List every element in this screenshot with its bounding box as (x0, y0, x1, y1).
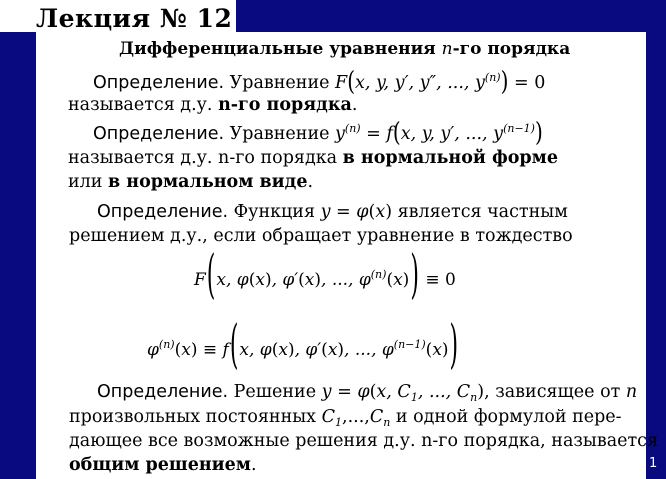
def2-line1: Определение. Уравнение $y^{(n)} = f(x$, y, y′, ..., $y^{(n-1)}$) (93, 116, 543, 148)
header-bar (236, 0, 666, 32)
def4-label: Определение. (97, 382, 229, 402)
def4-line2: произвольных постоянных $C_1,...,C_n$ и одной формулой пере- (69, 407, 622, 429)
def4-constants: $C_1,...,C_n$ (321, 407, 391, 429)
def3-line1: Определение. Функция y = φ(x) является частным (97, 202, 568, 222)
def1-label: Определение. (93, 73, 225, 93)
def1-line2: называется д.у. n-го порядка. (68, 95, 358, 115)
def3-line2: решением д.у., если обращает уравнение в тождество (69, 226, 573, 246)
def4-equation: y = φ(x, $C_1$, ..., $C_n$) (321, 382, 485, 404)
def2-line2: называется д.у. n-го порядка в нормальной форме (68, 148, 558, 168)
def1-line1: Определение. Уравнение F(x, y, y′, y″, ..., $y^{(n)}) = 0$ (93, 65, 546, 97)
left-sidebar-bar (0, 32, 36, 479)
def1-equation: F(x, y, y′, y″, ..., $y^{(n)}) = 0$ (335, 65, 546, 97)
def4-line3: дающее все возможные решения д.у. n-го порядка, называется (69, 431, 659, 451)
def3-label: Определение. (97, 202, 229, 222)
def2-line3: или в нормальном виде. (68, 172, 314, 192)
def2-equation: $y^{(n)} = f(x$, y, y′, ..., $y^{(n-1)}$) (335, 116, 543, 148)
identity-1: F(x, φ(x), φ′(x), ..., $\varphi^{(n)}(x)) \equiv 0$ (194, 246, 456, 307)
section-title: Дифференциальные уравнения n-го порядка (119, 39, 571, 59)
def4-line4: общим решением. (69, 455, 257, 475)
def2-label: Определение. (93, 124, 225, 144)
identity-2: $\varphi^{(n)}(x) \equiv f(x$, φ(x), φ′(x), ..., $\varphi^{(n-1)}(x)$) (147, 316, 459, 377)
def3-equation: y = φ(x) (320, 202, 393, 222)
page-number: 1 (649, 456, 658, 471)
def4-line1: Определение. Решение y = φ(x, $C_1$, ..., $C_n$), зависящее от n (97, 382, 638, 404)
lecture-title: Лекция № 12 (36, 4, 233, 33)
right-sidebar-bar (646, 0, 666, 479)
